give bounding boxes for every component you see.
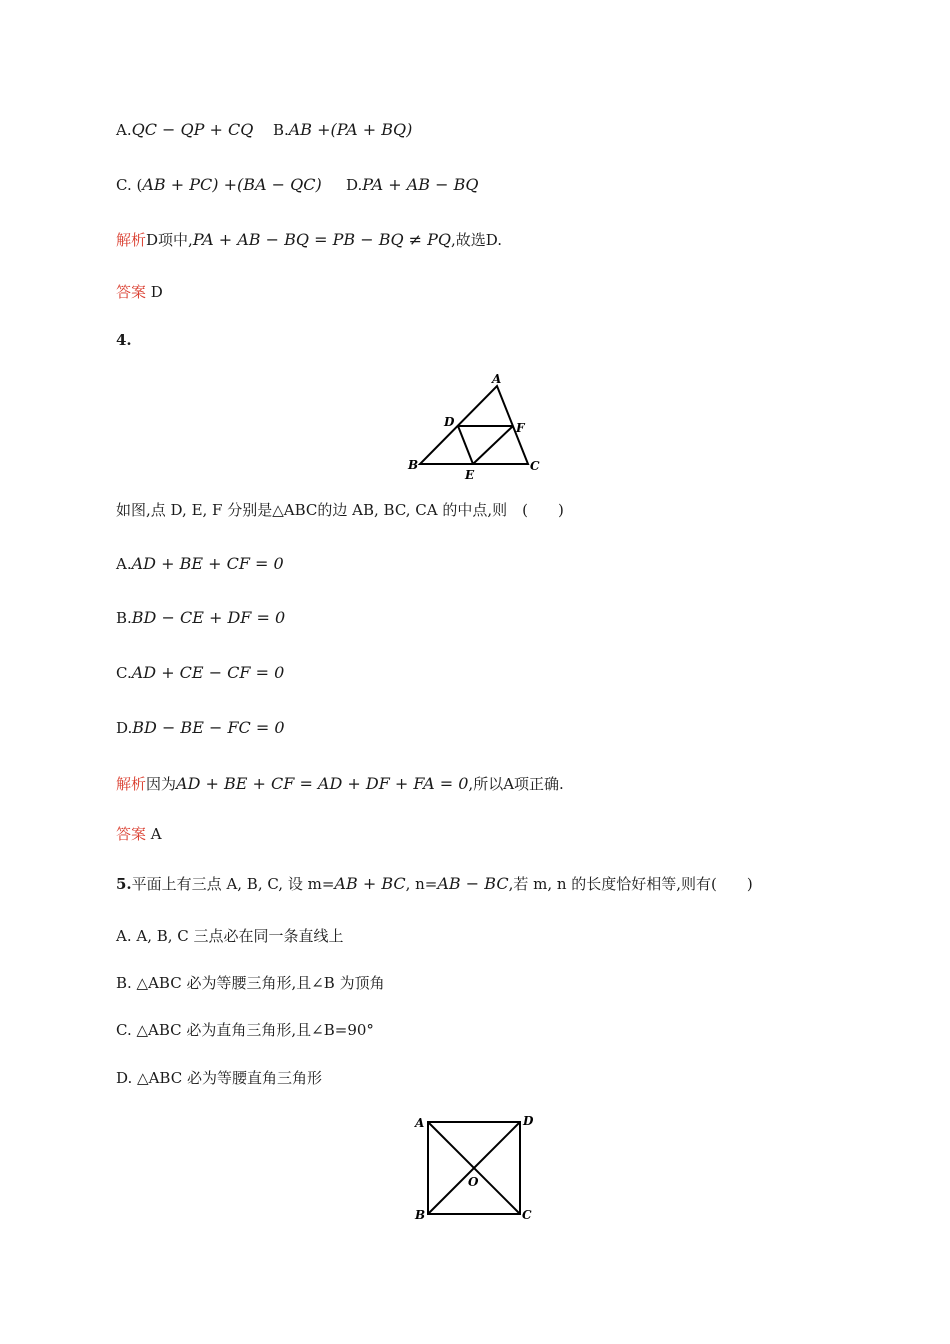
q4-option-d	[116, 716, 285, 740]
q4-answer-label: 答案	[116, 825, 147, 843]
label-e: E	[465, 468, 475, 482]
q5-question	[116, 872, 753, 896]
q3-analysis	[116, 228, 502, 252]
q4-option-b	[116, 606, 285, 630]
label-a: A	[492, 372, 502, 386]
q3-analysis-text-pre: D项中,	[146, 231, 193, 249]
label-d: D	[523, 1114, 534, 1128]
q4-analysis-math: AD + BE + CF = AD + DF + FA = 0	[176, 774, 469, 793]
label-b: B	[415, 1208, 426, 1222]
q3-answer	[116, 280, 163, 304]
q3-option-d-label: D.	[346, 176, 363, 194]
q5-option-d: D. △ABC 必为等腰直角三角形	[116, 1069, 322, 1087]
q4-number: 4.	[116, 331, 132, 349]
q5-question-mid: , n=	[405, 875, 438, 893]
label-d: D	[444, 415, 455, 429]
segment-ef	[473, 426, 513, 464]
q4-answer	[116, 822, 162, 846]
q3-answer-label: 答案	[116, 283, 147, 301]
label-o: O	[468, 1175, 479, 1189]
q3-option-b-label: B.	[272, 121, 289, 139]
q4-answer-value: A	[150, 825, 162, 843]
q4-option-a	[116, 552, 284, 576]
label-c: C	[522, 1208, 532, 1222]
q4-option-a-label: A.	[116, 555, 132, 573]
q3-analysis-label: 解析	[116, 231, 147, 249]
q5-option-a: A. A, B, C 三点必在同一条直线上	[116, 927, 344, 945]
q4-option-d-label: D.	[116, 719, 133, 737]
q5-square-figure	[405, 1108, 545, 1228]
q3-analysis-math: PA + AB − BQ = PB − BQ ≠ PQ	[192, 230, 452, 249]
q4-option-b-label: B.	[116, 609, 132, 627]
q3-option-a-math: QC − QP + CQ	[131, 120, 254, 139]
label-a: A	[415, 1116, 425, 1130]
q3-option-d-math: PA + AB − BQ	[362, 175, 479, 194]
label-b: B	[408, 458, 419, 472]
q4-analysis-label: 解析	[116, 775, 147, 793]
q5-number: 5.	[116, 875, 132, 893]
label-f: F	[516, 421, 525, 435]
q4-analysis-text-post: ,所以A项正确.	[468, 775, 564, 793]
q4-analysis-text-pre: 因为	[146, 775, 177, 793]
q3-option-b-math: AB +(PA + BQ)	[288, 120, 413, 139]
q3-analysis-text-post: ,故选D.	[451, 231, 503, 249]
q5-question-post: ,若 m, n 的长度恰好相等,则有( )	[508, 875, 753, 893]
q5-option-b: B. △ABC 必为等腰三角形,且∠B 为顶角	[116, 974, 385, 992]
q5-question-pre: 平面上有三点 A, B, C, 设 m=	[131, 875, 335, 893]
q5-question-n: AB − BC	[437, 874, 509, 893]
segment-de	[458, 426, 473, 464]
q5-option-c: C. △ABC 必为直角三角形,且∠B=90°	[116, 1021, 374, 1039]
q4-option-c-math: AD + CE − CF = 0	[131, 663, 285, 682]
q3-option-c-label: C. (	[116, 176, 143, 194]
q3-option-d-row	[346, 173, 478, 197]
q3-option-c-math: AB + PC) +(BA − QC)	[142, 175, 322, 194]
q4-option-c	[116, 661, 284, 685]
q3-option-a-b-row	[116, 118, 412, 142]
q3-option-a-label: A.	[116, 121, 132, 139]
q4-option-b-math: BD − CE + DF = 0	[131, 608, 286, 627]
q4-option-a-math: AD + BE + CF = 0	[131, 554, 284, 573]
q3-answer-value: D	[150, 283, 163, 301]
q3-option-c-d-row	[116, 173, 322, 197]
q4-option-d-math: BD − BE − FC = 0	[132, 718, 285, 737]
q4-question: 如图,点 D, E, F 分别是△ABC的边 AB, BC, CA 的中点,则 ( )	[116, 501, 564, 519]
q5-question-m: AB + BC	[334, 874, 406, 893]
label-c: C	[530, 459, 540, 473]
q4-analysis	[116, 772, 564, 796]
q4-triangle-figure	[400, 370, 550, 485]
q4-option-c-label: C.	[116, 664, 132, 682]
